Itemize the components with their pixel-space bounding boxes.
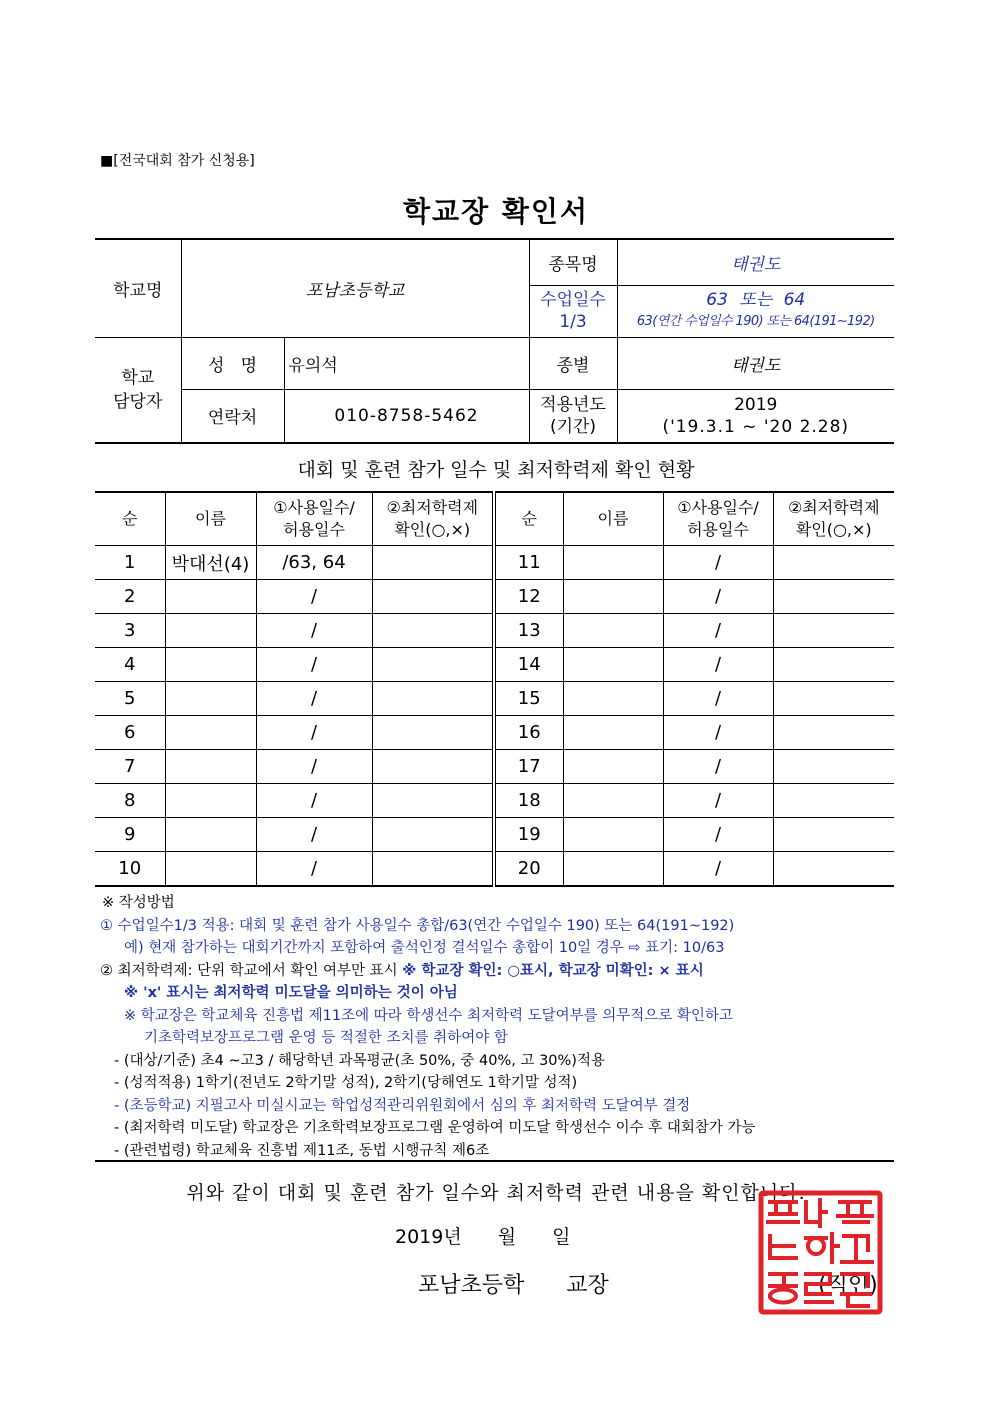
class-days-label-line2: 1/3: [559, 312, 587, 332]
contact-label: 연락처: [181, 389, 284, 443]
col-header-check: [773, 492, 894, 546]
row-name: [165, 580, 256, 614]
class-days-label: [529, 285, 617, 337]
year-value-line2: ('19.3.1 ~ '20 2.28): [662, 416, 850, 437]
note-2-line-c: ※ 학교장은 학교체육 진흥법 제11조에 따라 학생선수 최저학력 도달여부를 의무적으로 확인하고: [124, 1007, 733, 1024]
row-days: /: [663, 614, 773, 648]
row-check: [372, 716, 494, 750]
row-days: /: [256, 818, 372, 852]
row-name: [165, 648, 256, 682]
signature-date: 2019년 월 일: [395, 1226, 571, 1248]
year-value: [617, 389, 894, 443]
row-name: [165, 614, 256, 648]
row-days: /: [256, 716, 372, 750]
row-name: [563, 580, 663, 614]
row-number: 1: [95, 546, 165, 580]
col-header-check-line2: 확인(○,×): [394, 520, 471, 539]
table-row: [95, 818, 894, 852]
form-type-label: ■[전국대회 참가 신청용]: [100, 153, 255, 169]
class-days-value-line2: 63(연간 수업일수 190) 또는 64(191~192): [636, 314, 875, 329]
school-name-label: 학교명: [95, 239, 181, 337]
row-days: /: [663, 648, 773, 682]
row-days: /: [256, 750, 372, 784]
row-name: [563, 614, 663, 648]
row-number: 10: [95, 852, 165, 887]
row-name: [563, 784, 663, 818]
row-check: [372, 614, 494, 648]
row-days: /: [663, 682, 773, 716]
table-row: [95, 852, 894, 887]
row-name: [165, 852, 256, 887]
col-header-check: [372, 492, 494, 546]
row-days: /: [256, 614, 372, 648]
note-2-emphasis: ※ 학교장 확인: ○표시, 학교장 미확인: × 표시: [402, 962, 704, 979]
table-body: [95, 546, 894, 887]
col-header-days: [663, 492, 773, 546]
note-1-line-a: ① 수업일수1/3 적용: 대회 및 훈련 참가 사용일수 총합/63(연간 수업일수 190) 또는 64(191~192): [100, 917, 735, 934]
class-days-label-line1: 수업일수: [540, 290, 606, 310]
row-days: /: [663, 750, 773, 784]
row-number: 19: [494, 818, 563, 852]
col-header-days-line2: 허용일수: [283, 520, 345, 539]
row-days: /: [663, 784, 773, 818]
row-name: [165, 716, 256, 750]
row-name: [563, 716, 663, 750]
row-number: 4: [95, 648, 165, 682]
row-days: /: [256, 580, 372, 614]
divider: [95, 1160, 894, 1162]
category-value: 태권도: [617, 337, 894, 389]
year-label: [529, 389, 617, 443]
row-number: 6: [95, 716, 165, 750]
table-row: [95, 750, 894, 784]
person-name-value: 유의석: [284, 337, 529, 389]
row-check: [773, 580, 894, 614]
table-row: [95, 682, 894, 716]
row-days: /: [663, 580, 773, 614]
row-name: [165, 682, 256, 716]
row-days: /: [663, 546, 773, 580]
manager-label: [95, 337, 181, 443]
row-check: [773, 852, 894, 887]
row-check: [773, 818, 894, 852]
year-value-line1: 2019: [734, 394, 778, 415]
detail-law: - (관련법령) 학교체육 진흥법 제11조, 동법 시행규칙 제6조: [114, 1142, 490, 1159]
row-check: [773, 716, 894, 750]
row-number: 11: [494, 546, 563, 580]
row-days: /: [256, 648, 372, 682]
row-number: 9: [95, 818, 165, 852]
row-number: 3: [95, 614, 165, 648]
row-number: 7: [95, 750, 165, 784]
row-number: 8: [95, 784, 165, 818]
row-name: [165, 818, 256, 852]
confirmation-statement: 위와 같이 대회 및 훈련 참가 일수와 최저학력 관련 내용을 확인합니다.: [186, 1182, 806, 1204]
col-header-days-line2: 허용일수: [687, 520, 749, 539]
seal-placeholder: (직인): [818, 1273, 878, 1298]
participation-table: [95, 491, 894, 887]
row-number: 18: [494, 784, 563, 818]
row-days: /: [663, 716, 773, 750]
contact-value: 010-8758-5462: [284, 389, 529, 443]
row-days: /: [256, 784, 372, 818]
col-header-check-line2: 확인(○,×): [795, 520, 872, 539]
detail-unmet: - (최저학력 미도달) 학교장은 기초학력보장프로그램 운영하여 미도달 학생선수 이수 후 대회참가 가능: [114, 1120, 756, 1136]
note-2-line-d: 기초학력보장프로그램 운영 등 적절한 조치를 취하여야 함: [144, 1030, 508, 1046]
row-name: [563, 852, 663, 887]
event-label: 종목명: [529, 239, 617, 285]
note-2-line-a: [100, 960, 900, 983]
row-number: 12: [494, 580, 563, 614]
row-check: [372, 546, 494, 580]
person-name-label: 성 명: [181, 337, 284, 389]
table-row: [95, 716, 894, 750]
table-row: [95, 648, 894, 682]
manager-label-line1: 학교: [121, 367, 155, 388]
col-header-check-line1: ②최저학력제: [787, 498, 880, 517]
detail-target: - (대상/기준) 초4 ~고3 / 해당학년 과목평균(초 50%, 중 40%, 고 30%)적용: [114, 1052, 605, 1069]
row-name: [563, 750, 663, 784]
row-number: 15: [494, 682, 563, 716]
row-number: 20: [494, 852, 563, 887]
category-label: 종별: [529, 337, 617, 389]
col-header-days: [256, 492, 372, 546]
document-title: 학교장 확인서: [402, 195, 590, 228]
row-check: [372, 784, 494, 818]
row-days: /: [663, 852, 773, 887]
detail-elementary: - (초등학교) 지필고사 미실시교는 학업성적관리위원회에서 심의 후 최저학력 도달여부 결정: [114, 1097, 691, 1114]
row-name: [165, 750, 256, 784]
principal-signature: 포남초등학 교장: [418, 1273, 609, 1298]
table-row: [95, 580, 894, 614]
row-check: [773, 750, 894, 784]
row-number: 16: [494, 716, 563, 750]
col-header-no: 순: [494, 492, 563, 546]
row-check: [773, 648, 894, 682]
class-days-value: [617, 285, 894, 337]
note-2-line-b: ※ 'x' 표시는 최저학력 미도달을 의미하는 것이 아님: [124, 985, 458, 1001]
row-name: [563, 648, 663, 682]
row-number: 5: [95, 682, 165, 716]
col-header-no: 순: [95, 492, 165, 546]
table-row: [95, 784, 894, 818]
row-check: [372, 682, 494, 716]
row-name: [563, 818, 663, 852]
table-row: [95, 546, 894, 580]
row-check: [372, 750, 494, 784]
note-1-line-b: 예) 현재 참가하는 대회기간까지 포함하여 출석인정 결석일수 총합이 10일 경우 ⇨ 표기: 10/63: [124, 940, 725, 956]
row-days: /: [663, 818, 773, 852]
row-days: /: [256, 682, 372, 716]
manager-label-line2: 담당자: [113, 391, 163, 412]
official-seal-icon: [758, 1190, 883, 1315]
row-check: [773, 784, 894, 818]
row-check: [372, 818, 494, 852]
year-label-line2: (기간): [549, 416, 597, 437]
row-check: [773, 682, 894, 716]
row-check: [773, 614, 894, 648]
row-days: /: [256, 852, 372, 887]
row-days: /63, 64: [256, 546, 372, 580]
row-name: [563, 682, 663, 716]
row-check: [372, 852, 494, 887]
row-name: [563, 546, 663, 580]
row-check: [773, 546, 894, 580]
event-value: 태권도: [617, 239, 894, 285]
note-2-text: ② 최저학력제: 단위 학교에서 확인 여부만 표시: [100, 962, 403, 979]
col-header-days-line1: ①사용일수/: [273, 498, 355, 517]
row-name: 박대선(4): [165, 546, 256, 580]
col-header-name: 이름: [165, 492, 256, 546]
notes-heading: ※ 작성방법: [102, 895, 175, 911]
status-table-title: 대회 및 훈련 참가 일수 및 최저학력제 확인 현황: [297, 459, 695, 481]
row-number: 17: [494, 750, 563, 784]
school-info-table: [95, 238, 894, 444]
row-check: [372, 648, 494, 682]
col-header-days-line1: ①사용일수/: [677, 498, 759, 517]
col-header-check-line1: ②최저학력제: [386, 498, 479, 517]
instructions: [100, 892, 900, 1162]
year-label-line1: 적용년도: [540, 394, 606, 415]
col-header-name: 이름: [563, 492, 663, 546]
row-number: 14: [494, 648, 563, 682]
row-check: [372, 580, 494, 614]
table-row: [95, 614, 894, 648]
school-name-value: 포남초등학교: [181, 239, 529, 337]
row-number: 13: [494, 614, 563, 648]
row-number: 2: [95, 580, 165, 614]
row-name: [165, 784, 256, 818]
class-days-value-line1: 63 또는 64: [706, 290, 806, 310]
table-header-row: [95, 492, 894, 546]
detail-grades: - (성적적용) 1학기(전년도 2학기말 성적), 2학기(당해연도 1학기말 성적): [114, 1075, 578, 1091]
